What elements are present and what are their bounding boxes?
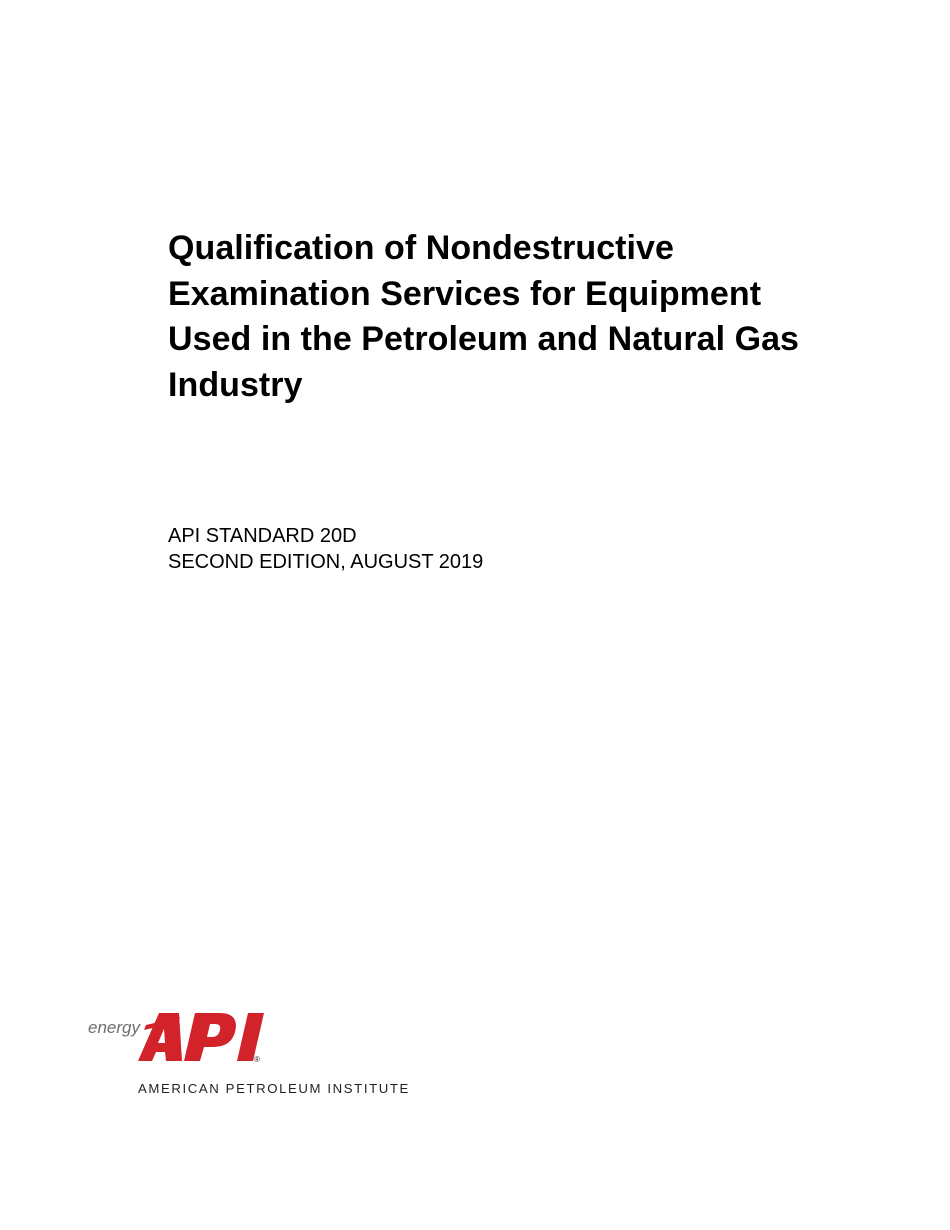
api-mark-icon: [138, 1013, 264, 1061]
document-title: [168, 226, 888, 408]
title-line: Industry: [168, 365, 303, 404]
standard-designation: [168, 523, 483, 575]
api-logo: [88, 1007, 428, 1103]
title-line: Used in the Petroleum and Natural Gas: [168, 320, 799, 358]
logo-tagline: energy: [88, 1018, 140, 1037]
registered-mark: ®: [254, 1055, 260, 1064]
title-line: Qualification of Nondestructive: [168, 229, 674, 267]
standard-number: API STANDARD 20D: [168, 525, 357, 547]
edition-date: SECOND EDITION, AUGUST 2019: [168, 551, 484, 573]
logo-organization: AMERICAN PETROLEUM INSTITUTE: [138, 1081, 410, 1096]
title-line: Examination Services for Equipment: [168, 274, 762, 313]
